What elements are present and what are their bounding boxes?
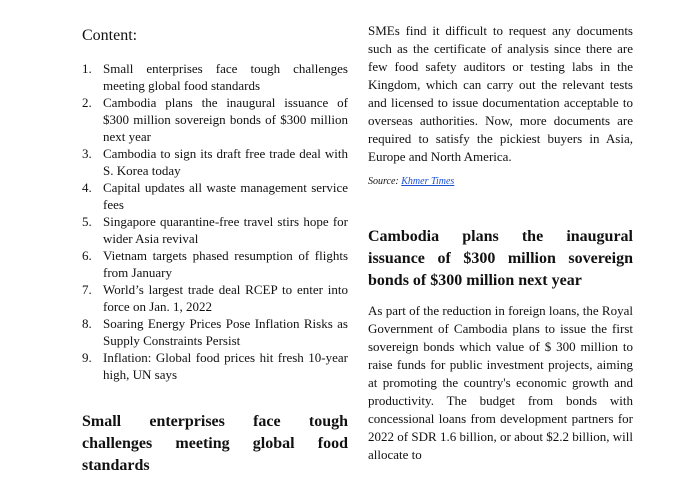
toc-item-number: 2. <box>82 95 92 110</box>
toc-item[interactable] <box>82 60 348 94</box>
toc-item-text: Cambodia to sign its draft free trade deal with S. Korea today <box>103 146 348 178</box>
article1-source <box>368 176 633 187</box>
toc-item-text: Singapore quarantine-free travel stirs hope for wider Asia revival <box>103 214 348 246</box>
toc-item[interactable] <box>82 315 348 349</box>
toc-item[interactable] <box>82 94 348 145</box>
toc-item-number: 4. <box>82 180 92 195</box>
toc-item[interactable] <box>82 281 348 315</box>
toc-item-number: 5. <box>82 214 92 229</box>
toc-item[interactable] <box>82 247 348 281</box>
article1-heading: Small enterprises face tough challenges meeting global food standards <box>82 413 348 474</box>
toc-item-text: Inflation: Global food prices hit fresh 10-year high, UN says <box>103 350 348 382</box>
source-link[interactable]: Khmer Times <box>401 176 455 187</box>
toc-item-number: 3. <box>82 146 92 161</box>
article1-section <box>82 411 348 477</box>
toc-item-text: Capital updates all waste management service fees <box>103 180 348 212</box>
article1-continuation <box>368 22 633 187</box>
toc-item-text: Small enterprises face tough challenges meeting global food standards <box>103 61 348 93</box>
article2-section <box>368 226 633 292</box>
toc-title: Content: <box>82 27 138 44</box>
toc-item[interactable] <box>82 213 348 247</box>
toc-item-number: 9. <box>82 350 92 365</box>
toc-item[interactable] <box>82 145 348 179</box>
toc-item-number: 1. <box>82 61 92 76</box>
toc-item-number: 6. <box>82 248 92 263</box>
toc-list <box>82 60 348 383</box>
article2-heading: Cambodia plans the inaugural issuance of $300 million sovereign bonds of $300 million next year <box>368 228 633 289</box>
toc-item[interactable] <box>82 179 348 213</box>
article1-body: SMEs find it difficult to request any documents such as the certificate of analysis since there are few food safety auditors or testing labs in the Kingdom, which can carry out the relevant tests and licensed to issue documentation acceptable to overseas authorities. Now, more documents are required to satisfy the pickiest buyers in Asia, Europe and North America. <box>368 23 633 164</box>
toc-item-text: Vietnam targets phased resumption of flights from January <box>103 248 348 280</box>
toc-item-text: Cambodia plans the inaugural issuance of $300 million sovereign bonds of $300 million next year <box>103 95 348 144</box>
source-label: Source: <box>368 176 399 187</box>
toc-item-number: 7. <box>82 282 92 297</box>
toc-item-text: World’s largest trade deal RCEP to enter into force on Jan. 1, 2022 <box>103 282 348 314</box>
table-of-contents <box>82 22 348 383</box>
toc-item-text: Soaring Energy Prices Pose Inflation Risks as Supply Constraints Persist <box>103 316 348 348</box>
toc-item-number: 8. <box>82 316 92 331</box>
article2-body: As part of the reduction in foreign loans, the Royal Government of Cambodia plans to issue the first sovereign bonds which value of $ 300 million to raise funds for public investment projects, aiming at promoting the country's economic growth and productivity. The budget from bonds with concessional loans from development partners for 2022 of SDR 1.6 billion, or about $2.2 billion, will allocate to <box>368 303 633 462</box>
toc-item[interactable] <box>82 349 348 383</box>
article2-body-wrapper <box>368 302 633 464</box>
